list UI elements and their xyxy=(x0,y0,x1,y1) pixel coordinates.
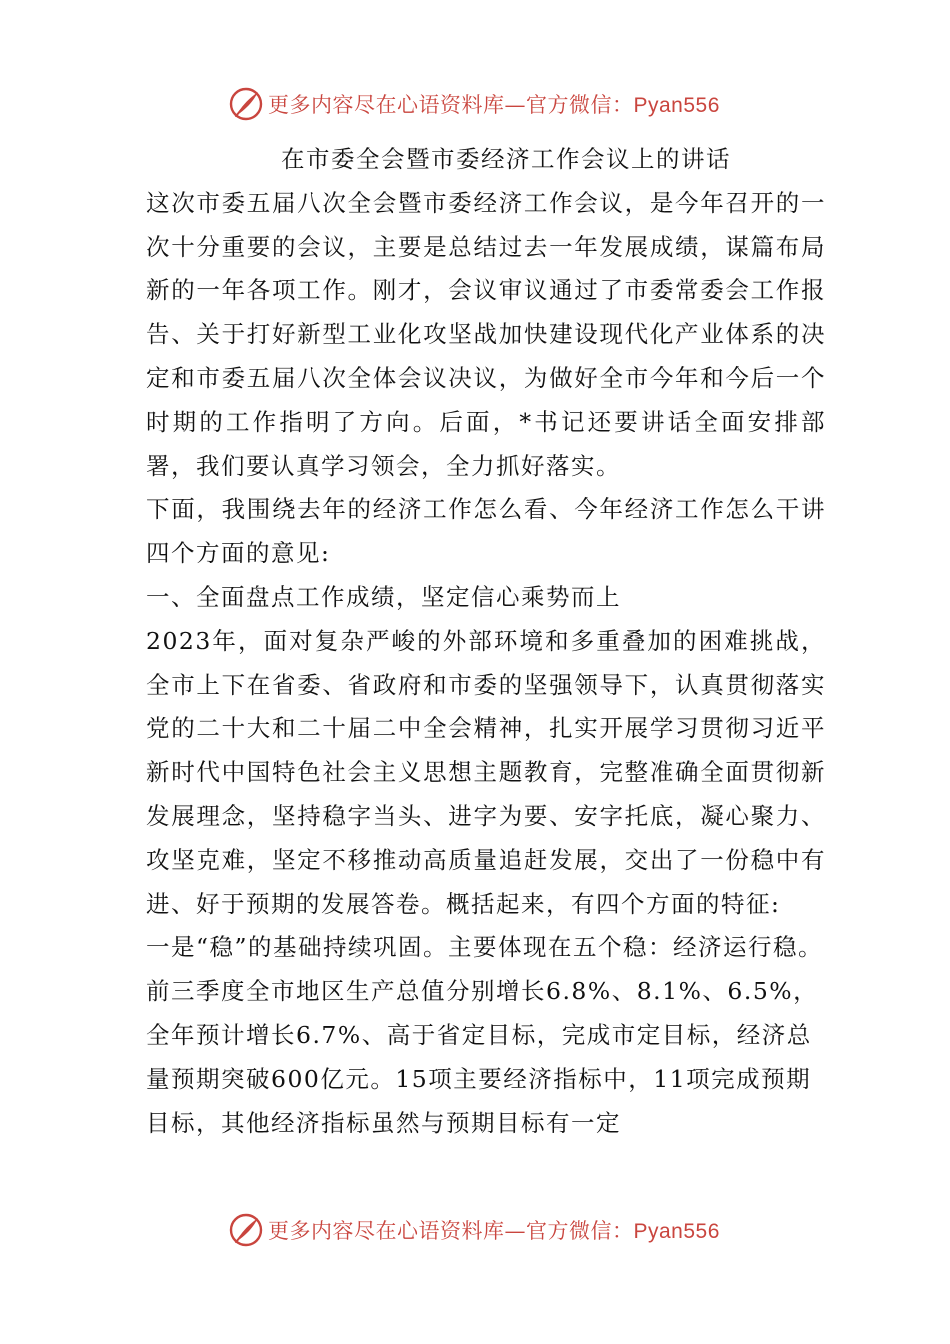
watermark-banner-bottom xyxy=(228,1210,748,1250)
document-body xyxy=(146,138,826,1145)
quill-pen-logo-icon xyxy=(228,86,264,122)
wechat-id: Pyan556 xyxy=(633,94,720,117)
quill-pen-logo-icon xyxy=(228,1212,264,1248)
watermark-text: 更多内容尽在心语资料库—官方微信：Pyan556 xyxy=(268,1219,720,1243)
wechat-id: Pyan556 xyxy=(633,1220,720,1243)
watermark-text: 更多内容尽在心语资料库—官方微信：Pyan556 xyxy=(268,93,720,117)
watermark-banner-top xyxy=(228,84,748,124)
paragraph-2023-review: 2023年，面对复杂严峻的外部环境和多重叠加的困难挑战，全市上下在省委、省政府和市委的坚强领导下，认真贯彻落实党的二十大和二十届二中全会精神，扎实开展学习贯彻习近平新时代中国特色社会主义思想主题教育，完整准确全面贯彻新发展理念，坚持稳字当头、进字为要、安字托底，凝心聚力、攻坚克难，坚定不移推动高质量追赶发展，交出了一份稳中有进、好于预期的发展答卷。概括起来，有四个方面的特征: xyxy=(146,626,826,918)
paragraph-stability: 一是“稳”的基础持续巩固。主要体现在五个稳：经济运行稳。前三季度全市地区生产总值分别增长6.8%、8.1%、6.5%，全年预计增长6.7%、高于省定目标，完成市定目标，经济总量预期突破600亿元。15项主要经济指标中，11项完成预期目标，其他经济指标虽然与预期目标有一定 xyxy=(146,933,824,1137)
paragraph-outline: 下面，我围绕去年的经济工作怎么看、今年经济工作怎么干讲四个方面的意见: xyxy=(146,495,826,568)
paragraph-intro: 这次市委五届八次全会暨市委经济工作会议，是今年召开的一次十分重要的会议，主要是总结过去一年发展成绩，谋篇布局新的一年各项工作。刚才，会议审议通过了市委常委会工作报告、关于打好新型工业化攻坚战加快建设现代化产业体系的决定和市委五届八次全体会议决议，为做好全市今年和今后一个时期的工作指明了方向。后面，*书记还要讲话全面安排部署，我们要认真学习领会，全力抓好落实。 xyxy=(146,188,826,480)
document-title: 在市委全会暨市委经济工作会议上的讲话 xyxy=(281,145,731,173)
section-heading-1: 一、全面盘点工作成绩，坚定信心乘势而上 xyxy=(146,582,621,611)
